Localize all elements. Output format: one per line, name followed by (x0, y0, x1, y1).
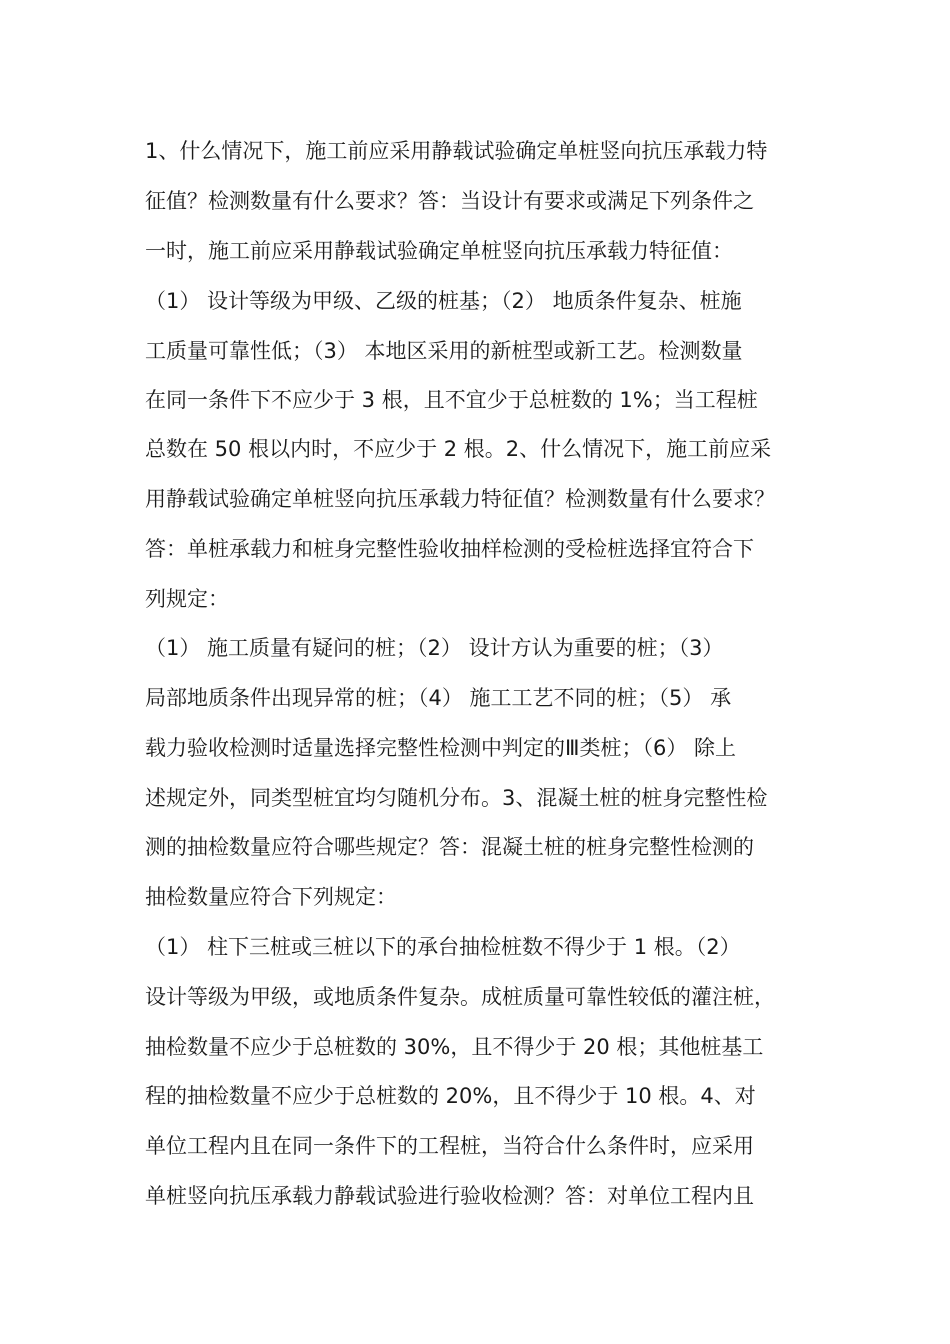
text-line: 单桩竖向抗压承载力静载试验进行验收检测？答：对单位工程内且 (145, 1184, 754, 1208)
text-line: 一时，施工前应采用静载试验确定单桩竖向抗压承载力特征值： (145, 239, 733, 263)
text-line: 工质量可靠性低；（3） 本地区采用的新桩型或新工艺。检测数量 (145, 339, 743, 363)
text-line: 1、什么情况下，施工前应采用静载试验确定单桩竖向抗压承载力特 (145, 139, 768, 163)
text-line: 总数在 50 根以内时，不应少于 2 根。2、什么情况下，施工前应采 (145, 437, 772, 461)
text-line: 载力验收检测时适量选择完整性检测中判定的Ⅲ类桩；（6） 除上 (145, 736, 737, 760)
text-line: 测的抽检数量应符合哪些规定？答：混凝土桩的桩身完整性检测的 (145, 835, 754, 859)
text-line: 用静载试验确定单桩竖向抗压承载力特征值？检测数量有什么要求？ (145, 487, 775, 511)
text-line: 单位工程内且在同一条件下的工程桩，当符合什么条件时，应采用 (145, 1134, 754, 1158)
text-line: 设计等级为甲级，或地质条件复杂。成桩质量可靠性较低的灌注桩， (145, 985, 775, 1009)
text-line: 局部地质条件出现异常的桩；（4） 施工工艺不同的桩；（5） 承 (145, 686, 732, 710)
text-line: 述规定外，同类型桩宜均匀随机分布。3、混凝土桩的桩身完整性检 (145, 786, 768, 810)
text-line: 程的抽检数量不应少于总桩数的 20%，且不得少于 10 根。4、对 (145, 1084, 756, 1108)
text-line: 征值？检测数量有什么要求？答：当设计有要求或满足下列条件之 (145, 189, 754, 213)
text-line: （1） 设计等级为甲级、乙级的桩基；（2） 地质条件复杂、桩施 (145, 289, 742, 313)
text-line: 在同一条件下不应少于 3 根，且不宜少于总桩数的 1%；当工程桩 (145, 388, 758, 412)
text-line: 列规定： (145, 587, 229, 611)
text-line: （1） 施工质量有疑问的桩；（2） 设计方认为重要的桩；（3） (145, 636, 724, 660)
text-line: 抽检数量应符合下列规定： (145, 885, 397, 909)
text-line: 答：单桩承载力和桩身完整性验收抽样检测的受检桩选择宜符合下 (145, 537, 754, 561)
text-line: （1） 柱下三桩或三桩以下的承台抽检桩数不得少于 1 根。（2） (145, 935, 741, 959)
text-line: 抽检数量不应少于总桩数的 30%，且不得少于 20 根；其他桩基工 (145, 1035, 764, 1059)
